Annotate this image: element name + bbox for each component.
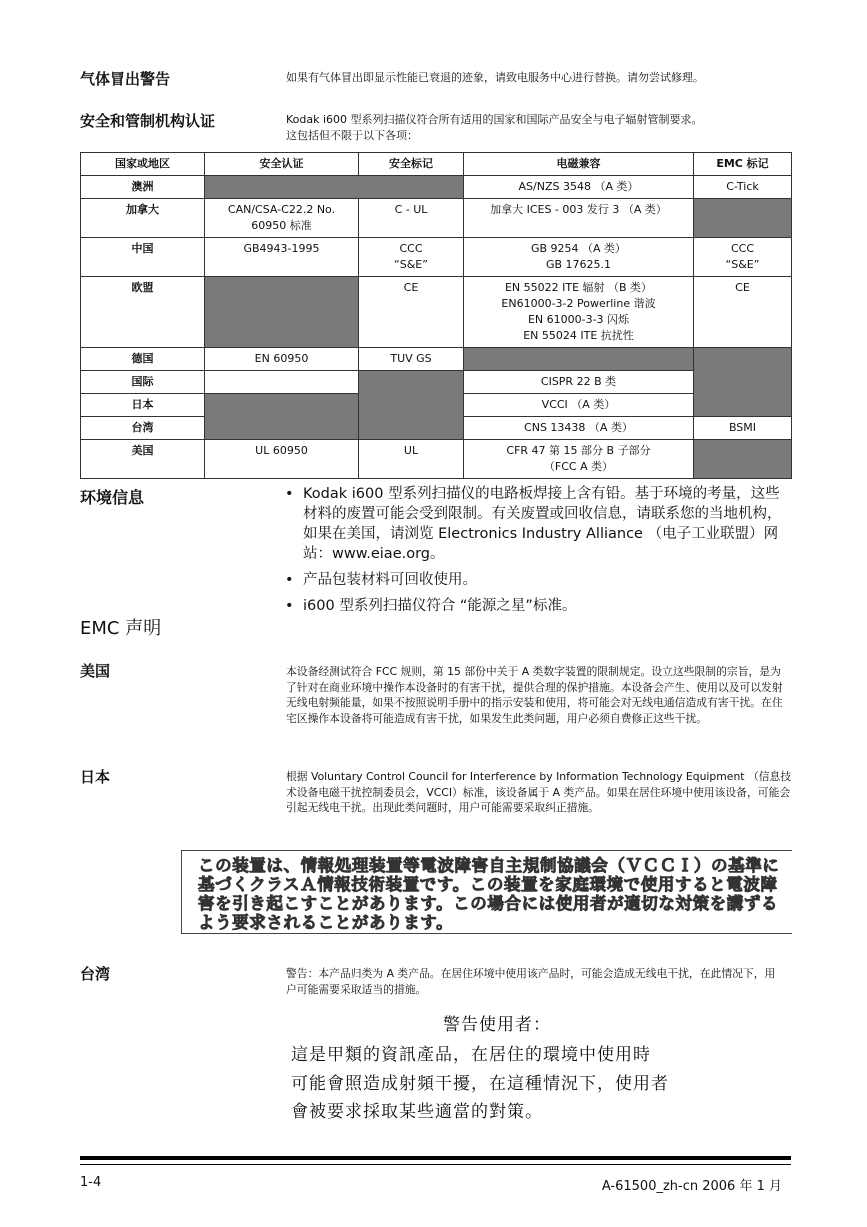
empty-cell: [205, 371, 359, 394]
emc-cell: CNS 13438 （A 类）: [464, 417, 694, 440]
emc-cell: CFR 47 第 15 部分 B 子部分 （FCC A 类）: [464, 440, 694, 479]
gas-warning-text: 如果有气体冒出即显示性能已衰退的迹象，请致电服务中心进行替换。请勿尝试修理。: [286, 71, 704, 84]
table-row: [81, 440, 792, 479]
environment-heading: 环境信息: [80, 488, 145, 507]
empty-cell: [694, 440, 792, 479]
emc-cell: EN 55022 ITE 辐射 （B 类） EN61000-3-2 Powerline 谐波 EN 61000-3-3 闪烁 EN 55024 ITE 抗扰性: [464, 277, 694, 348]
table-row: [81, 371, 792, 394]
emc-cell: AS/NZS 3548 （A 类）: [464, 176, 694, 199]
region-cell: 日本: [81, 394, 205, 417]
header-emc-mark: EMC 标记: [694, 153, 792, 176]
document-id: A-61500_zh-cn 2006 年 1 月: [601, 1179, 782, 1194]
footer-rule-thin: [80, 1164, 791, 1165]
header-region: 国家或地区: [81, 153, 205, 176]
safety-cert-cell: EN 60950: [205, 348, 359, 371]
region-cell: 美国: [81, 440, 205, 479]
list-item: • Kodak i600 型系列扫描仪的电路板焊接上含有铅。基于环境的考量，这些材料的废置可能会受到限制。有关废置或回收信息，请联系您的当地机构，如果在美国，请浏览 Electronics Industry Alliance （电子工业联盟）网站：www.eiae.org。: [285, 484, 785, 564]
emc-cell: CISPR 22 B 类: [464, 371, 694, 394]
certification-table: [80, 152, 792, 479]
safety-mark-cell: CCC “S&E”: [359, 238, 464, 277]
safety-mark-cell: TUV GS: [359, 348, 464, 371]
empty-cell: [694, 199, 792, 238]
safety-text: Kodak i600 型系列扫描仪符合所有适用的国家和国际产品安全与电子辐射管制要求。 这包括但不限于以下各项：: [286, 113, 703, 142]
safety-mark-cell: C - UL: [359, 199, 464, 238]
page-number: 1-4: [80, 1175, 102, 1190]
environment-list: [285, 484, 785, 622]
emc-mark-cell: CE: [694, 277, 792, 348]
emc-mark-cell: C-Tick: [694, 176, 792, 199]
region-cell: 中国: [81, 238, 205, 277]
safety-mark-cell: CE: [359, 277, 464, 348]
emc-cell: 加拿大 ICES - 003 发行 3 （A 类）: [464, 199, 694, 238]
usa-text: 本设备经测试符合 FCC 规则，第 15 部份中关于 A 类数字装置的限制规定。设立这些限制的宗旨，是为了针对在商业环境中操作本设备时的有害干扰，提供合理的保护措施。本设备会产生、使用以及可以发射无线电射频能量，如果不按照说明手册中的指示安装和使用，将可能会对无线电通信造成有害干扰。在住宅区操作本设备将可能造成有害干扰，如果发生此类问题，用户必须自费修正这些干扰。: [286, 665, 783, 725]
taiwan-text: 警告：本产品归类为 A 类产品。在居住环境中使用该产品时，可能会造成无线电干扰，在此情况下，用户可能需要采取适当的措施。: [286, 967, 776, 996]
list-item: • i600 型系列扫描仪符合 “能源之星”标准。: [285, 596, 785, 616]
table-header-row: [81, 153, 792, 176]
header-safety-cert: 安全认证: [205, 153, 359, 176]
table-row: [81, 238, 792, 277]
empty-cell: [359, 371, 464, 440]
taiwan-notice-line: 這是甲類的資訊產品，在居住的環境中使用時: [291, 1045, 651, 1065]
empty-cell: [464, 348, 694, 371]
emc-mark-cell: CCC “S&E”: [694, 238, 792, 277]
emc-mark-cell: BSMI: [694, 417, 792, 440]
safety-cert-cell: CAN/CSA-C22.2 No. 60950 标准: [205, 199, 359, 238]
safety-heading: 安全和管制机构认证: [80, 112, 216, 130]
table-row: [81, 277, 792, 348]
region-cell: 欧盟: [81, 277, 205, 348]
table-row: [81, 348, 792, 371]
empty-cell: [205, 394, 359, 440]
list-item: • 产品包装材料可回收使用。: [285, 570, 785, 590]
region-cell: 德国: [81, 348, 205, 371]
japan-text: 根据 Voluntary Control Council for Interference by Information Technology Equipment （信息技术设备电磁干扰控制委员会，VCCI）标准，该设备属于 A 类产品。如果在居住环境中使用该设备，可能会引起无线电干扰。出现此类问题时，用户可能需要采取纠正措施。: [286, 770, 792, 814]
header-safety-mark: 安全标记: [359, 153, 464, 176]
empty-cell: [205, 277, 359, 348]
empty-cell: [694, 348, 792, 417]
table-row: [81, 176, 792, 199]
japan-heading: 日本: [80, 768, 111, 786]
taiwan-notice-line: 會被要求採取某些適當的對策。: [291, 1102, 543, 1122]
emc-heading: EMC 声明: [80, 618, 162, 639]
safety-mark-cell: UL: [359, 440, 464, 479]
emc-cell: GB 9254 （A 类） GB 17625.1: [464, 238, 694, 277]
emc-cell: VCCI （A 类）: [464, 394, 694, 417]
region-cell: 澳洲: [81, 176, 205, 199]
safety-cert-cell: UL 60950: [205, 440, 359, 479]
taiwan-notice-title: 警告使用者：: [443, 1015, 551, 1035]
vcci-notice-text: この装置は、情報処理装置等電波障害自主規制協議会（ＶＣＣＩ）の基準に基づくクラスＡ情報技術装置です。この装置を家庭環境で使用すると電波障害を引き起こすことがあります。この場合には使用者が適切な対策を講ずるよう要求されることがあります。: [198, 856, 780, 932]
taiwan-heading: 台湾: [80, 965, 111, 983]
gas-warning-heading: 气体冒出警告: [80, 70, 171, 88]
region-cell: 加拿大: [81, 199, 205, 238]
footer-rule: [80, 1156, 791, 1160]
table-row: [81, 199, 792, 238]
taiwan-notice-line: 可能會照造成射頻干擾，在這種情況下，使用者: [291, 1074, 669, 1094]
empty-cell: [205, 176, 464, 199]
region-cell: 台湾: [81, 417, 205, 440]
region-cell: 国际: [81, 371, 205, 394]
safety-cert-cell: GB4943-1995: [205, 238, 359, 277]
header-emc: 电磁兼容: [464, 153, 694, 176]
usa-heading: 美国: [80, 662, 111, 680]
